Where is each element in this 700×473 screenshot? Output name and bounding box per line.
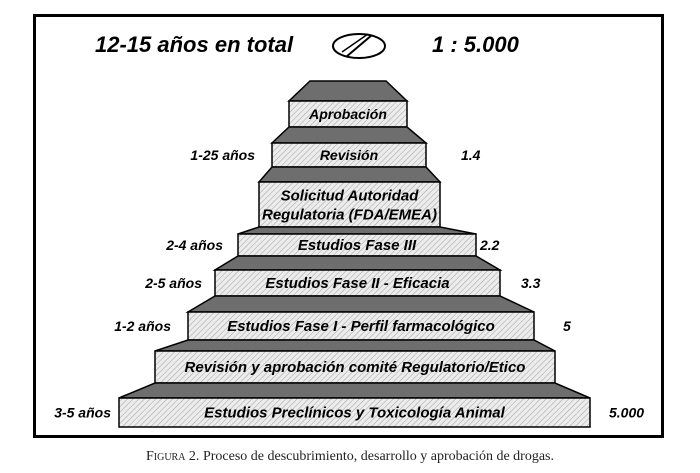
step-compound-count: 3.3 (521, 275, 541, 291)
step-label: Solicitud Autoridad (280, 187, 419, 205)
step-label: Revisión (319, 147, 379, 163)
step-top-bevel (272, 127, 426, 143)
pyramid-step (259, 167, 440, 227)
step-duration: 3-5 años (54, 404, 111, 421)
step-label: Estudios Fase II - Eficacia (265, 275, 450, 292)
pill-icon (333, 34, 385, 58)
ratio-text: 1 : 5.000 (432, 32, 519, 57)
step-duration: 2-4 años (166, 237, 223, 253)
step-duration: 1-2 años (114, 318, 171, 334)
pyramid-step (165, 227, 499, 256)
step-label-line2: Regulatoria (FDA/EMEA) (261, 206, 438, 224)
step-top-bevel (259, 167, 440, 182)
figure-caption (0, 449, 700, 465)
pyramid-step (54, 383, 644, 427)
step-label: Estudios Fase III (297, 237, 417, 254)
caption-text: Proceso de descubrimiento, desarrollo y aprobación de drogas. (202, 449, 554, 464)
step-top-bevel (188, 296, 534, 312)
step-duration: 2-5 años (145, 275, 202, 291)
step-top-bevel (119, 383, 590, 398)
pyramid-step (190, 127, 480, 167)
step-label: Estudios Fase I - Perfil farmacológico (227, 318, 495, 335)
step-label: Estudios Preclínicos y Toxicología Animal (204, 404, 505, 422)
pyramid-step (155, 340, 555, 383)
step-top-bevel (289, 81, 407, 101)
step-top-bevel (215, 256, 500, 270)
step-label: Revisión y aprobación comité Regulatorio/Etico (184, 359, 526, 376)
caption-figure-number: Figura 2. (145, 449, 200, 464)
pyramid-step (114, 296, 571, 340)
step-label: Aprobación (309, 106, 387, 122)
pyramid-step (144, 256, 540, 296)
step-compound-count: 1.4 (461, 147, 481, 163)
step-compound-count: 5.000 (609, 404, 645, 421)
step-top-bevel (238, 227, 476, 234)
pyramid-step (289, 81, 407, 127)
total-years-text: 12-15 años en total (95, 32, 294, 57)
step-compound-count: 2.2 (480, 237, 500, 253)
step-duration: 1-25 años (190, 147, 255, 163)
step-compound-count: 5 (563, 318, 571, 334)
step-top-bevel (155, 340, 555, 351)
